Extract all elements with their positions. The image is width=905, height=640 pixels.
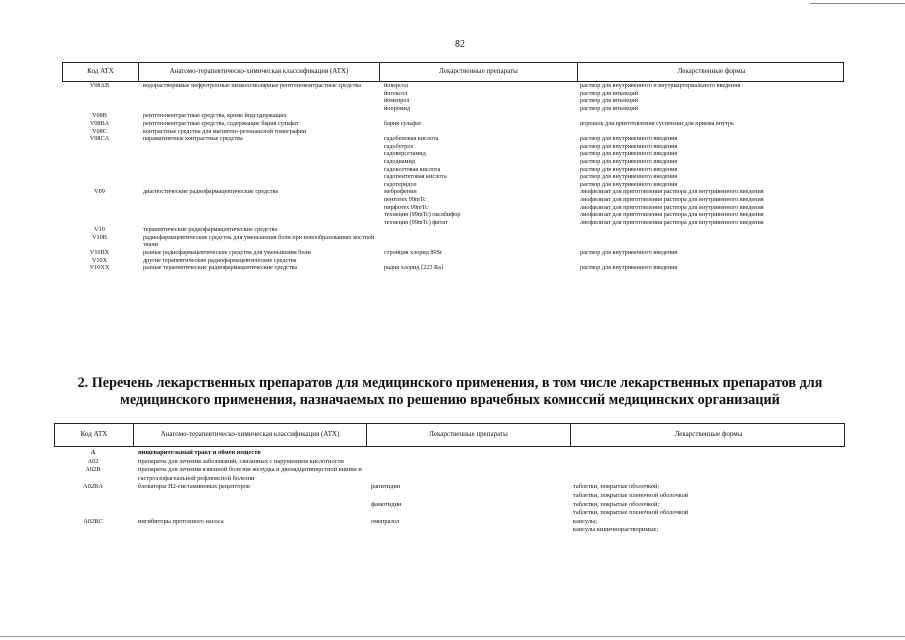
table-row bbox=[54, 483, 845, 500]
atc-code-cell bbox=[62, 105, 137, 113]
atc-code-cell: V08B bbox=[92, 112, 107, 120]
dosage-form-cell: лиофилизат для приготовления раствора для внутривенного введения bbox=[580, 203, 764, 211]
classification-cell: парамагнитные контрастные средства bbox=[143, 135, 243, 143]
classification-cell: рентгеноконтрастные средства, содержащие бария сульфат bbox=[143, 119, 299, 127]
table-row bbox=[54, 501, 845, 518]
atc-code-cell: V10X bbox=[91, 256, 108, 264]
table-row bbox=[54, 458, 845, 467]
atc-code-cell bbox=[62, 211, 137, 219]
classification-cell: другие терапевтические радиофармацевтические средства bbox=[143, 256, 297, 264]
atc-code-cell bbox=[54, 501, 132, 518]
drug-name-cell bbox=[378, 128, 576, 136]
dosage-form-cell: раствор для внутривенного введения bbox=[580, 173, 678, 181]
dosage-form-cell bbox=[576, 112, 844, 120]
drug-name-cell bbox=[365, 449, 569, 458]
dosage-form-cell: раствор для внутривенного введения bbox=[580, 165, 678, 173]
atc-code-cell: A02BC bbox=[83, 517, 103, 525]
dosage-form-cell: порошок для приготовления суспензии для приема внутрь bbox=[580, 119, 734, 127]
dosage-form-cell bbox=[576, 234, 844, 249]
atc-code-cell bbox=[62, 181, 137, 189]
header-drugs: Лекарственные препараты bbox=[366, 424, 570, 446]
drug-name-cell: гадотеридол bbox=[384, 180, 417, 188]
classification-cell bbox=[137, 204, 378, 212]
table-row bbox=[62, 173, 844, 181]
page-number: 82 bbox=[455, 39, 465, 50]
atc-code-cell bbox=[62, 158, 137, 166]
dosage-form-cell: раствор для внутривенного введения bbox=[580, 150, 678, 158]
atc-code-cell: V08C bbox=[92, 127, 107, 135]
table-row bbox=[62, 196, 844, 204]
drug-name-cell: бария сульфат bbox=[384, 119, 422, 127]
table-header bbox=[54, 423, 845, 447]
drug-name-cell: йомепрол bbox=[384, 97, 410, 105]
table-row bbox=[62, 143, 844, 151]
drug-name-cell: гадоксетовая кислота bbox=[384, 165, 441, 173]
atc-code-cell: V08AB bbox=[89, 82, 110, 89]
table-row bbox=[62, 128, 844, 136]
table-row bbox=[62, 158, 844, 166]
table-row bbox=[62, 219, 844, 227]
dosage-form-cell bbox=[576, 128, 844, 136]
classification-cell: ингибиторы протонного насоса bbox=[138, 517, 224, 525]
table-row bbox=[54, 466, 845, 483]
table-row bbox=[62, 188, 844, 196]
dosage-form-cell: лиофилизат для приготовления раствора для внутривенного введения bbox=[580, 218, 764, 226]
classification-cell: радиофармацевтические средства для уменьшения боли при новообразованиях костной ткани bbox=[143, 233, 375, 249]
atc-code-cell: A bbox=[90, 449, 96, 456]
drug-name-cell: фамотидин bbox=[371, 500, 402, 508]
classification-cell bbox=[137, 211, 378, 219]
atc-code-cell bbox=[62, 166, 137, 174]
header-code: Код АТХ bbox=[87, 67, 114, 76]
drug-name-cell: гадобутрол bbox=[384, 142, 414, 150]
dosage-form-cell: лиофилизат для приготовления раствора для внутривенного введения bbox=[580, 211, 764, 219]
table-row bbox=[62, 150, 844, 158]
classification-cell bbox=[137, 181, 378, 189]
dosage-form-cell: раствор для внутривенного введения bbox=[580, 264, 678, 272]
atc-table-continued bbox=[62, 62, 844, 272]
classification-cell bbox=[137, 97, 378, 105]
table-row bbox=[62, 135, 844, 143]
atc-code-cell bbox=[62, 204, 137, 212]
atc-code-cell: V10 bbox=[94, 226, 105, 234]
dosage-form-cell: раствор для внутривенного и внутриартериального введения bbox=[580, 82, 741, 89]
table-row bbox=[62, 204, 844, 212]
dosage-form-cell: раствор для инъекций bbox=[580, 89, 639, 97]
drug-name-cell bbox=[378, 112, 576, 120]
table-row bbox=[62, 97, 844, 105]
classification-cell: пищеварительный тракт и обмен веществ bbox=[138, 449, 261, 456]
header-drugs: Лекарственные препараты bbox=[379, 63, 577, 81]
drug-name-cell: меброфенин bbox=[384, 188, 417, 196]
classification-cell bbox=[132, 501, 365, 518]
classification-cell: терапевтические радиофармацевтические средства bbox=[143, 226, 278, 234]
dosage-form-cell: раствор для внутривенного введения bbox=[580, 180, 678, 188]
header-classification: Анатомо-терапевтическо-химическая классификация (АТХ) bbox=[133, 424, 366, 446]
atc-code-cell bbox=[62, 97, 137, 105]
atc-code-cell: V09 bbox=[94, 188, 105, 196]
drug-name-cell: гадоверсетамид bbox=[384, 150, 426, 158]
top-divider bbox=[810, 3, 905, 4]
dosage-form-cell bbox=[569, 466, 845, 483]
table-row bbox=[54, 518, 845, 535]
table-row bbox=[62, 166, 844, 174]
dosage-form-cell bbox=[569, 449, 845, 458]
classification-cell: диагностические радиофармацевтические средства bbox=[143, 188, 279, 196]
classification-cell: препараты для лечения язвенной болезни желудка и двенадцатиперстной кишки и гастроэзофагеальной рефлюксной болезни bbox=[138, 466, 362, 482]
classification-cell bbox=[137, 219, 378, 227]
atc-code-cell: A02B bbox=[85, 466, 101, 474]
drug-name-cell: омепразол bbox=[371, 517, 400, 525]
drug-name-cell bbox=[378, 257, 576, 265]
dosage-form-cell bbox=[576, 257, 844, 265]
classification-cell bbox=[137, 158, 378, 166]
dosage-form-cell: раствор для внутривенного введения bbox=[580, 157, 678, 165]
bottom-divider bbox=[0, 636, 905, 637]
atc-code-cell: A02BA bbox=[83, 483, 103, 491]
classification-cell: контрастные средства для магнитно-резонансной томографии bbox=[143, 127, 307, 135]
dosage-form-cell bbox=[569, 458, 845, 467]
header-forms: Лекарственные формы bbox=[577, 63, 845, 81]
header-code: Код АТХ bbox=[80, 430, 108, 439]
table-row bbox=[62, 249, 844, 257]
table-row bbox=[62, 105, 844, 113]
table-row bbox=[62, 257, 844, 265]
dosage-form-cell: раствор для внутривенного введения bbox=[580, 249, 678, 257]
table-row bbox=[62, 112, 844, 120]
drug-name-cell: йопромид bbox=[384, 104, 411, 112]
drug-name-cell bbox=[365, 458, 569, 467]
atc-code-cell: V10B bbox=[92, 233, 107, 241]
section-heading bbox=[40, 375, 860, 409]
dosage-form-cell: раствор для инъекций bbox=[580, 104, 639, 112]
atc-code-cell bbox=[62, 90, 137, 98]
table-row bbox=[62, 120, 844, 128]
table-row bbox=[62, 90, 844, 98]
drug-name-cell bbox=[378, 226, 576, 234]
atc-code-cell: V08CA bbox=[89, 135, 110, 143]
drug-name-cell: пентатех 99mTc bbox=[384, 195, 426, 203]
drug-name-cell: технеция (99mTc) оксабифор bbox=[384, 211, 461, 219]
classification-cell: блокаторы H2-гистаминовых рецепторов bbox=[138, 483, 250, 491]
dosage-form-cell: лиофилизат для приготовления раствора для внутривенного введения bbox=[580, 195, 764, 203]
atc-code-cell: A02 bbox=[87, 457, 99, 465]
table-row bbox=[54, 449, 845, 458]
classification-cell bbox=[137, 196, 378, 204]
dosage-form-cell: раствор для внутривенного введения bbox=[580, 135, 678, 143]
atc-code-cell: V10XX bbox=[89, 264, 110, 272]
drug-name-cell bbox=[378, 234, 576, 249]
drug-name-cell: радия хлорид [223 Ra] bbox=[384, 264, 443, 272]
classification-cell: рентгеноконтрастные средства, кроме йодсодержащих bbox=[143, 112, 287, 120]
drug-name-cell: технеция (99mTc) фитат bbox=[384, 218, 448, 226]
dosage-form-cell bbox=[576, 226, 844, 234]
classification-cell: препараты для лечения заболеваний, связанных с нарушением кислотности bbox=[138, 457, 344, 465]
header-forms: Лекарственные формы bbox=[570, 424, 846, 446]
table-row bbox=[62, 226, 844, 234]
drug-name-cell: пирфотех 99mTc bbox=[384, 203, 428, 211]
section-heading-line1: 2. Перечень лекарственных препаратов для медицинского применения, в том числе лекарственных препаратов для bbox=[77, 375, 823, 391]
header-classification: Анатомо-терапевтическо-химическая классификация (АТХ) bbox=[138, 63, 379, 81]
dosage-form-cell: таблетки, покрытые оболочкой; таблетки, покрытые пленочной оболочкой bbox=[573, 483, 689, 499]
drug-name-cell: гадопентетовая кислота bbox=[384, 173, 447, 181]
atc-code-cell bbox=[62, 173, 137, 181]
atc-code-cell: V08BA bbox=[89, 119, 110, 127]
table-row bbox=[62, 234, 844, 249]
classification-cell: разные терапевтические радиофармацевтические средства bbox=[143, 264, 298, 272]
classification-cell bbox=[137, 166, 378, 174]
table-row bbox=[62, 181, 844, 189]
table-row bbox=[62, 264, 844, 272]
classification-cell bbox=[137, 150, 378, 158]
table-header bbox=[62, 62, 844, 82]
drug-name-cell: гадобеновая кислота bbox=[384, 135, 439, 143]
table-body bbox=[54, 449, 845, 535]
section-heading-line2: медицинского применения, назначаемых по решению врачебных комиссий медицинских организаций bbox=[120, 392, 780, 408]
drug-name-cell: йогексол bbox=[384, 89, 408, 97]
classification-cell bbox=[137, 143, 378, 151]
drug-name-cell: гадодиамид bbox=[384, 157, 415, 165]
drug-name-cell: ранитидин bbox=[371, 483, 401, 491]
dosage-form-cell: раствор для внутривенного введения bbox=[580, 142, 678, 150]
classification-cell bbox=[137, 173, 378, 181]
classification-cell: разные радиофармацевтические средства для уменьшения боли bbox=[143, 249, 311, 257]
classification-cell: водорастворимые нефротропные низкоосмолярные рентгеноконтрастные средства bbox=[143, 82, 362, 89]
dosage-form-cell: таблетки, покрытые оболочкой; таблетки, покрытые пленочной оболочкой bbox=[573, 500, 689, 517]
table-row bbox=[62, 82, 844, 90]
dosage-form-cell: капсулы; капсулы кишечнорастворимые; bbox=[573, 517, 659, 534]
table-row bbox=[62, 211, 844, 219]
classification-cell bbox=[137, 90, 378, 98]
dosage-form-cell: лиофилизат для приготовления раствора для внутривенного введения bbox=[580, 188, 764, 196]
atc-code-cell bbox=[62, 196, 137, 204]
atc-code-cell bbox=[62, 150, 137, 158]
drug-name-cell: стронция хлорид 89Sr bbox=[384, 249, 443, 257]
atc-code-cell bbox=[62, 143, 137, 151]
atc-code-cell: V10BX bbox=[89, 249, 110, 257]
classification-cell bbox=[137, 105, 378, 113]
atc-code-cell bbox=[62, 219, 137, 227]
dosage-form-cell: раствор для инъекций bbox=[580, 97, 639, 105]
drug-name-cell: йоверсол bbox=[384, 82, 408, 89]
drug-name-cell bbox=[365, 466, 569, 483]
table-body bbox=[62, 82, 844, 272]
medicines-list-table bbox=[54, 423, 845, 535]
